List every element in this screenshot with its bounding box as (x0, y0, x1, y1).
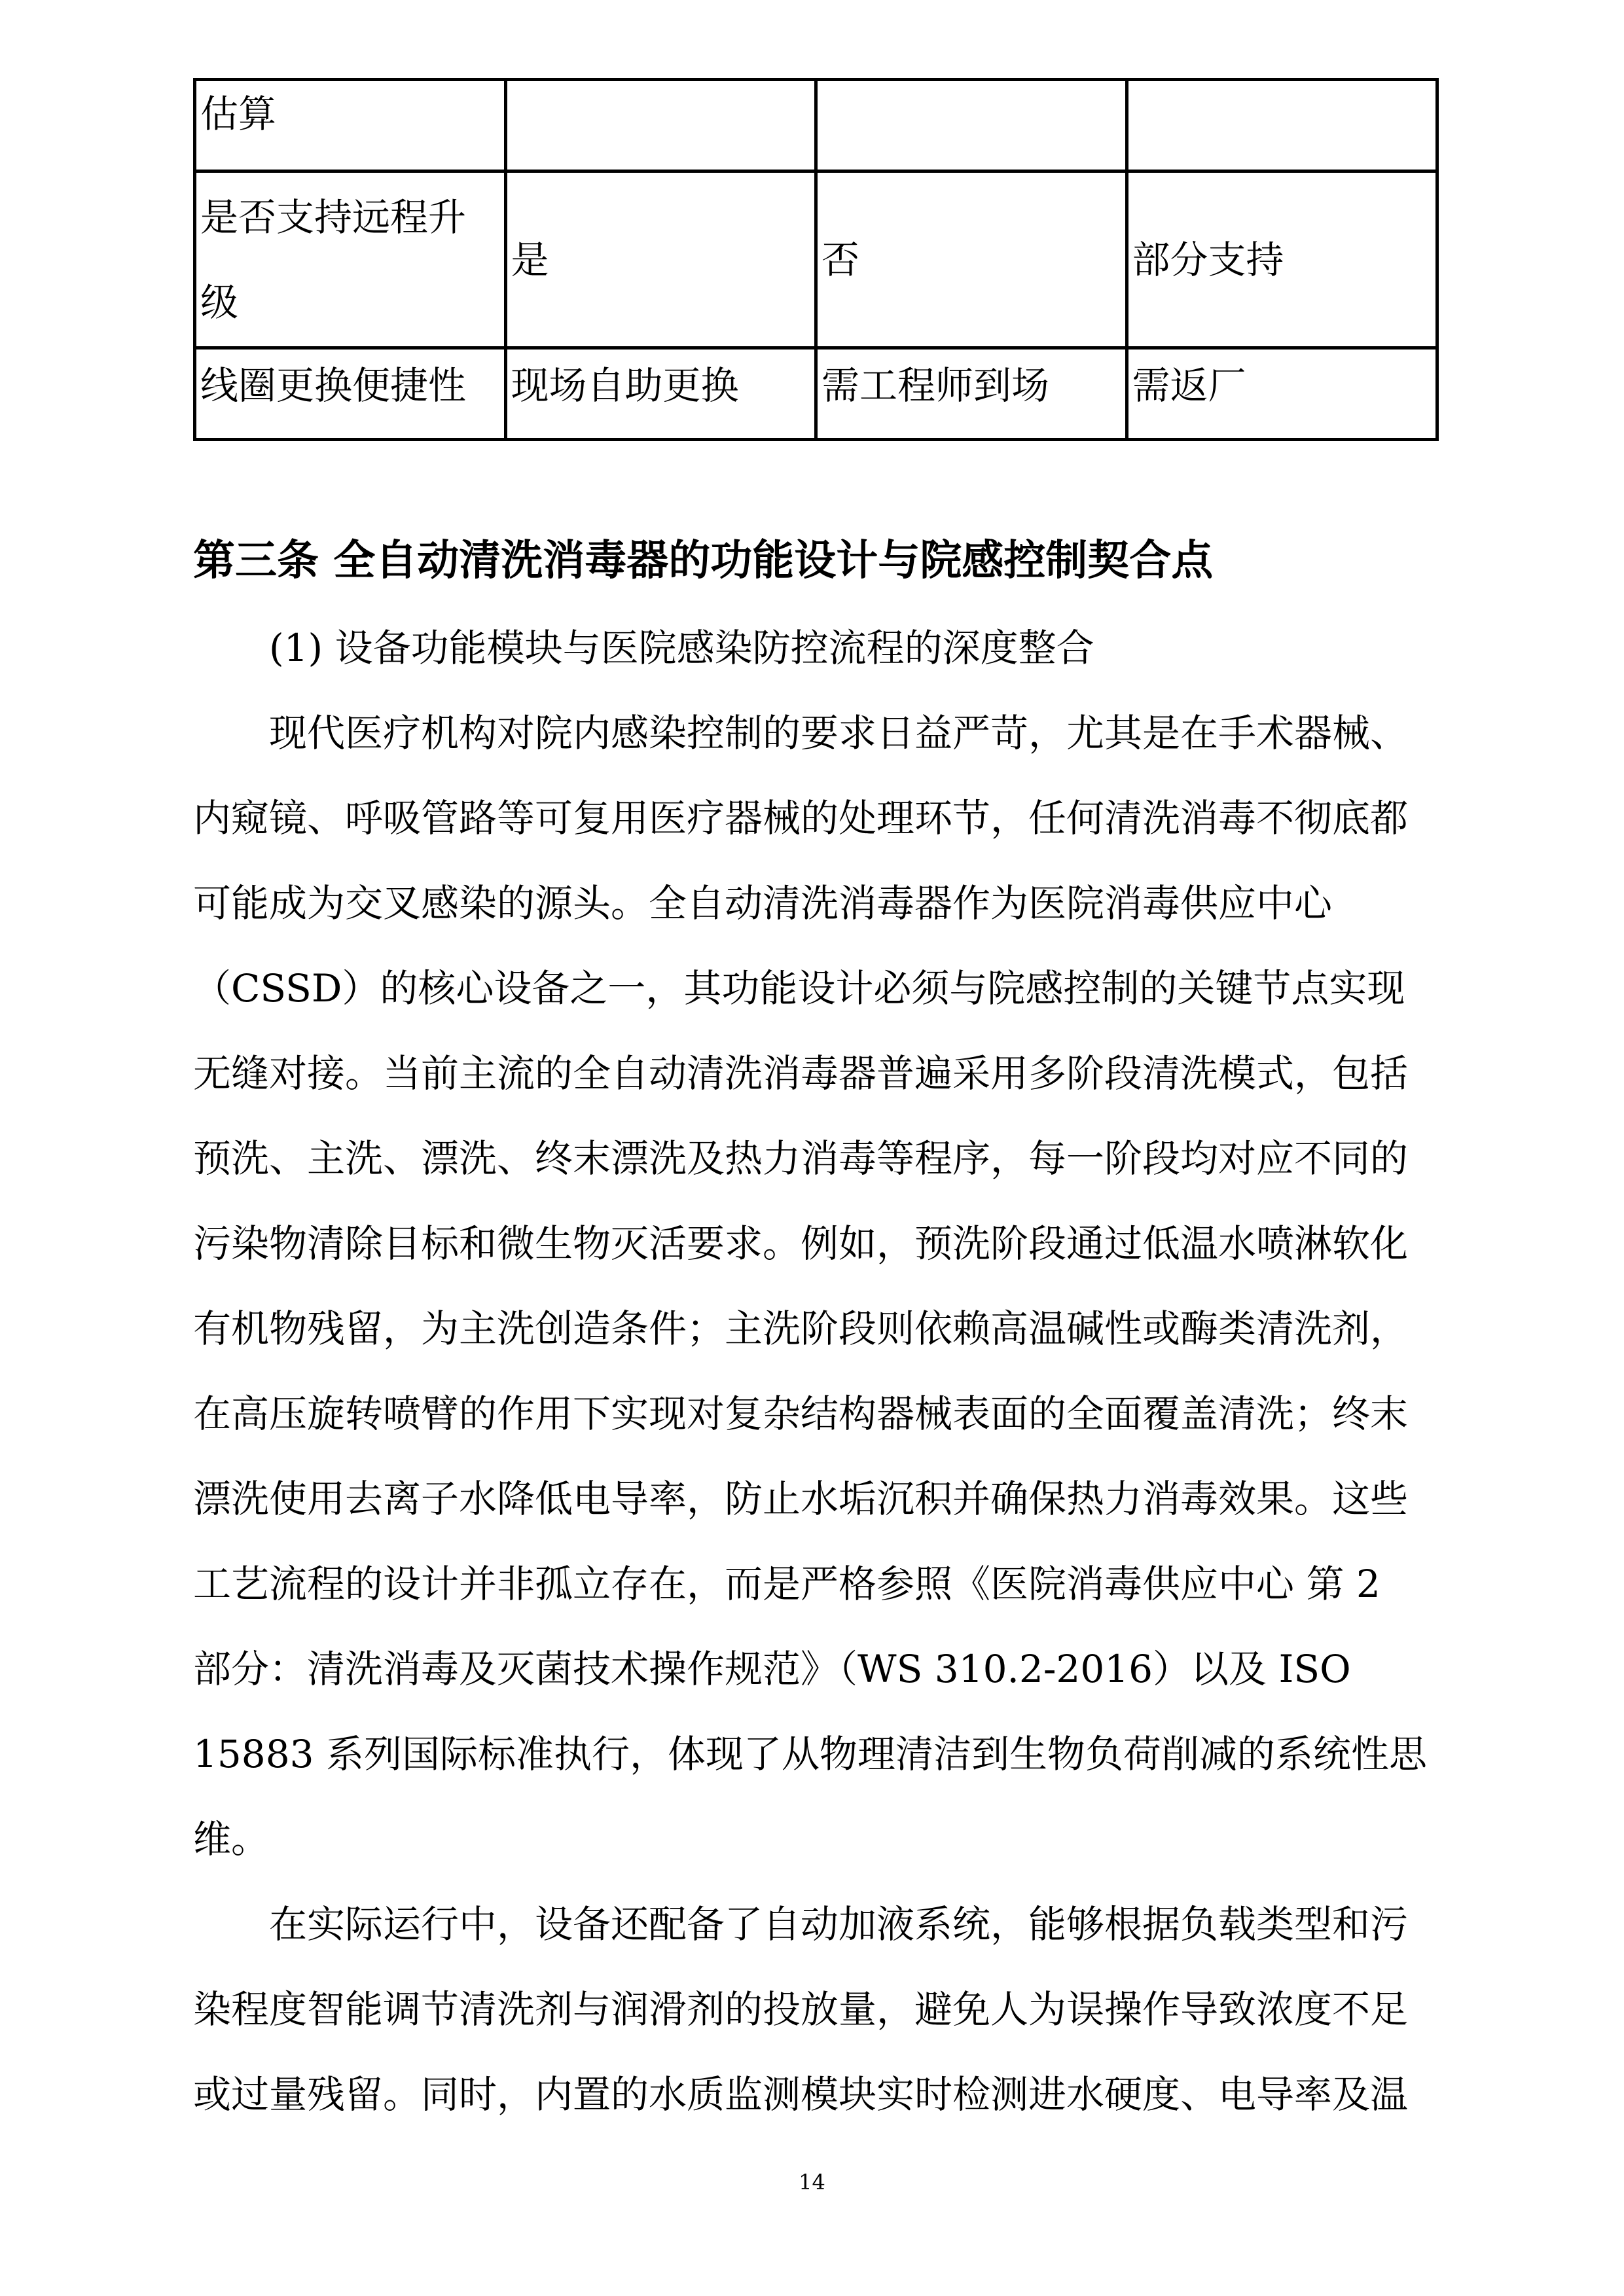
paragraph-line: 污染物清除目标和微生物灭活要求。例如，预洗阶段通过低温水喷淋软化 (193, 1221, 1409, 1266)
table-cell (816, 80, 1127, 171)
table-cell (505, 80, 816, 171)
table-row (195, 348, 1437, 440)
table-cell: 需工程师到场 (816, 348, 1127, 440)
table-cell: 否 (816, 171, 1127, 348)
table-cell: 线圈更换便捷性 (195, 348, 506, 440)
table-row (195, 171, 1437, 348)
paragraph-line: 无缝对接。当前主流的全自动清洗消毒器普遍采用多阶段清洗模式，包括 (193, 1051, 1409, 1096)
table-row (195, 80, 1437, 171)
paragraph (193, 1882, 1439, 2137)
paragraph-line: 可能成为交叉感染的源头。全自动清洗消毒器作为医院消毒供应中心 (193, 881, 1333, 925)
paragraph-line: 有机物残留，为主洗创造条件；主洗阶段则依赖高温碱性或酶类清洗剂， (193, 1306, 1409, 1351)
table-cell: 估算 (195, 80, 506, 171)
paragraph-line: 在实际运行中，设备还配备了自动加液系统，能够根据负载类型和污 (269, 1902, 1409, 1946)
paragraph-line: 或过量残留。同时，内置的水质监测模块实时检测进水硬度、电导率及温 (193, 2072, 1409, 2117)
paragraph-line: 工艺流程的设计并非孤立存在，而是严格参照《医院消毒供应中心 第 2 (193, 1562, 1380, 1606)
table-cell: 是否支持远程升级 (195, 171, 506, 348)
paragraph-line: 预洗、主洗、漂洗、终末漂洗及热力消毒等程序，每一阶段均对应不同的 (193, 1136, 1409, 1181)
paragraph-line: （CSSD）的核心设备之一，其功能设计必须与院感控制的关键节点实现 (193, 966, 1405, 1011)
paragraph-line: 维。 (193, 1817, 270, 1861)
paragraph-line: 漂洗使用去离子水降低电导率，防止水垢沉积并确保热力消毒效果。这些 (193, 1477, 1409, 1521)
paragraph-line: 染程度智能调节清洗剂与润滑剂的投放量，避免人为误操作导致浓度不足 (193, 1987, 1409, 2032)
table-cell: 是 (505, 171, 816, 348)
table-cell: 现场自助更换 (505, 348, 816, 440)
section-heading: 第三条 全自动清洗消毒器的功能设计与院感控制契合点 (193, 536, 1214, 585)
section-body (193, 605, 1439, 2137)
paragraph-line: 部分：清洗消毒及灭菌技术操作规范》（WS 310.2-2016）以及 ISO (193, 1647, 1351, 1691)
page-number: 14 (799, 2170, 825, 2195)
table-cell: 部分支持 (1127, 171, 1437, 348)
table-cell (1127, 80, 1437, 171)
table-cell: 需返厂 (1127, 348, 1437, 440)
comparison-table (193, 78, 1439, 441)
paragraph-line: 现代医疗机构对院内感染控制的要求日益严苛，尤其是在手术器械、 (269, 711, 1409, 755)
paragraph-line: 在高压旋转喷臂的作用下实现对复杂结构器械表面的全面覆盖清洗；终末 (193, 1391, 1409, 1436)
paragraph-line: 内窥镜、呼吸管路等可复用医疗器械的处理环节，任何清洗消毒不彻底都 (193, 796, 1409, 840)
paragraph-line: 15883 系列国际标准执行，体现了从物理清洁到生物负荷削减的系统性思 (193, 1732, 1427, 1776)
paragraph (193, 691, 1439, 1882)
subheading: (1) 设备功能模块与医院感染防控流程的深度整合 (269, 626, 1094, 670)
